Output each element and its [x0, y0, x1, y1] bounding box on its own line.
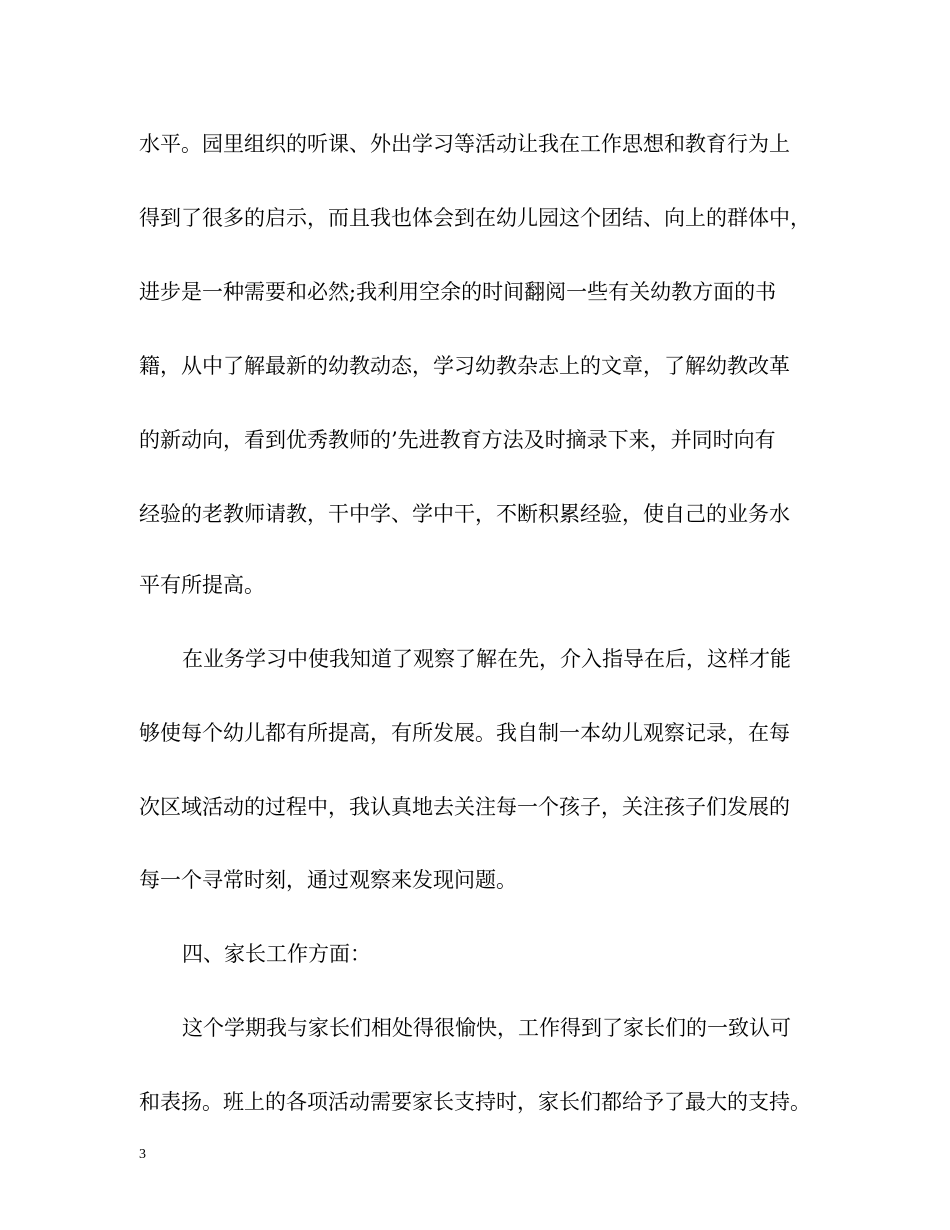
text-line: 籍，从中了解最新的幼教动态，学习幼教杂志上的文章，了解幼教改革 [139, 354, 790, 378]
text-line: 得到了很多的启示，而且我也体会到在幼儿园这个团结、向上的群体中， [139, 206, 811, 230]
text-line: 平有所提高。 [139, 573, 265, 597]
text-line: 水平。园里组织的听课、外出学习等活动让我在工作思想和教育行为上 [139, 132, 790, 156]
section-heading: 四、家长工作方面： [182, 942, 371, 966]
text-line: 够使每个幼儿都有所提高，有所发展。我自制一本幼儿观察记录，在每 [139, 721, 790, 745]
paragraph-first-line: 在业务学习中使我知道了观察了解在先，介入指导在后，这样才能 [182, 647, 791, 671]
text-line: 每一个寻常时刻，通过观察来发现问题。 [139, 868, 517, 892]
text-line: 进步是一种需要和必然;我利用空余的时间翻阅一些有关幼教方面的书 [139, 280, 777, 304]
page-number: 3 [139, 1147, 146, 1162]
text-line: 次区域活动的过程中，我认真地去关注每一个孩子，关注孩子们发展的 [139, 795, 790, 819]
text-line: 和表扬。班上的各项活动需要家长支持时，家长们都给予了最大的支持。 [139, 1090, 811, 1114]
text-line: 的新动向，看到优秀教师的’先进教育方法及时摘录下来，并同时向有 [139, 428, 776, 452]
text-line: 经验的老教师请教，干中学、学中干，不断积累经验，使自己的业务水 [139, 502, 790, 526]
paragraph-first-line: 这个学期我与家长们相处得很愉快，工作得到了家长们的一致认可 [182, 1016, 791, 1040]
